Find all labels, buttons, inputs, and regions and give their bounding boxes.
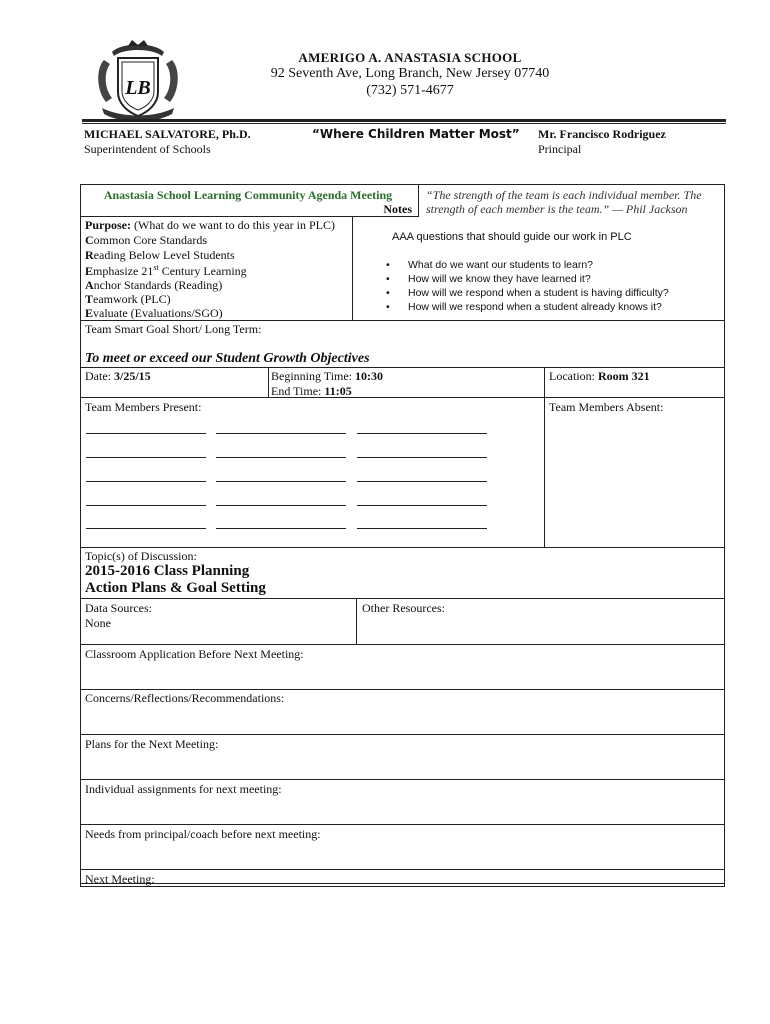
meeting-begin-time: Beginning Time: 10:30 bbox=[271, 369, 384, 383]
superintendent-name: MICHAEL SALVATORE, Ph.D. bbox=[84, 127, 251, 141]
school-name: AMERIGO A. ANASTASIA SCHOOL bbox=[298, 50, 522, 65]
purpose-heading bbox=[85, 218, 335, 233]
list-item: • How will we know they have learned it? bbox=[386, 273, 591, 285]
individual-assignments-label: Individual assignments for next meeting: bbox=[85, 782, 282, 796]
purpose-item: Common Core Standards bbox=[85, 233, 207, 247]
purpose-item: Anchor Standards (Reading) bbox=[85, 278, 223, 292]
members-absent-label: Team Members Absent: bbox=[549, 400, 664, 414]
growth-objective: To meet or exceed our Student Growth Objectives bbox=[85, 351, 370, 366]
table-border-right bbox=[724, 184, 725, 887]
meeting-end-time: End Time: 11:05 bbox=[271, 384, 352, 398]
purpose-item: Reading Below Level Students bbox=[85, 248, 235, 262]
meeting-date: Date: 3/25/15 bbox=[85, 369, 151, 383]
agenda-notes-label: Notes bbox=[383, 202, 412, 216]
smart-goal-label: Team Smart Goal Short/ Long Term: bbox=[85, 322, 262, 336]
purpose-item: Teamwork (PLC) bbox=[85, 292, 171, 306]
list-item: • How will we respond when a student already knows it? bbox=[386, 301, 662, 313]
topic-label: Topic(s) of Discussion: bbox=[85, 549, 197, 563]
data-sources-value: None bbox=[85, 616, 111, 630]
topic-title: 2015-2016 Class Planning bbox=[85, 563, 250, 579]
concerns-label: Concerns/Reflections/Recommendations: bbox=[85, 691, 285, 705]
topic-subtitle: Action Plans & Goal Setting bbox=[85, 580, 266, 596]
principal-needs-label: Needs from principal/coach before next meeting: bbox=[85, 827, 321, 841]
school-motto: “Where Children Matter Most” bbox=[312, 127, 520, 141]
header-rule-thick bbox=[82, 119, 726, 122]
meeting-location: Location: Room 321 bbox=[549, 369, 650, 383]
principal-title: Principal bbox=[538, 142, 582, 156]
quote-line-1: “The strength of the team is each individual member. The bbox=[426, 188, 702, 202]
agenda-title: Anastasia School Learning Community Agenda Meeting bbox=[103, 188, 393, 202]
quote-line-2: strength of each member is the team.” — Phil Jackson bbox=[426, 202, 688, 216]
purpose-prompt: (What do we want to do this year in PLC) bbox=[131, 218, 335, 232]
crest-monogram: LB bbox=[125, 77, 151, 99]
plans-next-meeting-label: Plans for the Next Meeting: bbox=[85, 737, 219, 751]
school-phone: (732) 571-4677 bbox=[366, 83, 454, 98]
table-border-left bbox=[80, 184, 81, 887]
other-resources-label: Other Resources: bbox=[362, 601, 445, 615]
list-item: • How will we respond when a student is having difficulty? bbox=[386, 287, 669, 299]
school-crest-icon bbox=[92, 38, 184, 128]
members-present-label: Team Members Present: bbox=[85, 400, 202, 414]
aaa-questions-title: AAA questions that should guide our work in PLC bbox=[392, 231, 632, 243]
table-border-top bbox=[80, 184, 725, 185]
principal-name: Mr. Francisco Rodriguez bbox=[538, 127, 666, 141]
school-address: 92 Seventh Ave, Long Branch, New Jersey 07740 bbox=[270, 66, 550, 81]
purpose-item: Emphasize 21st Century Learning bbox=[85, 263, 247, 278]
list-item: • What do we want our students to learn? bbox=[386, 259, 594, 271]
purpose-label: Purpose: bbox=[85, 218, 131, 232]
purpose-item: Evaluate (Evaluations/SGO) bbox=[85, 306, 223, 320]
data-sources-label: Data Sources: bbox=[85, 601, 152, 615]
next-meeting-label: Next Meeting: bbox=[85, 872, 155, 886]
superintendent-title: Superintendent of Schools bbox=[84, 142, 211, 156]
classroom-application-label: Classroom Application Before Next Meeting: bbox=[85, 647, 304, 661]
header-rule-thin bbox=[82, 123, 726, 124]
